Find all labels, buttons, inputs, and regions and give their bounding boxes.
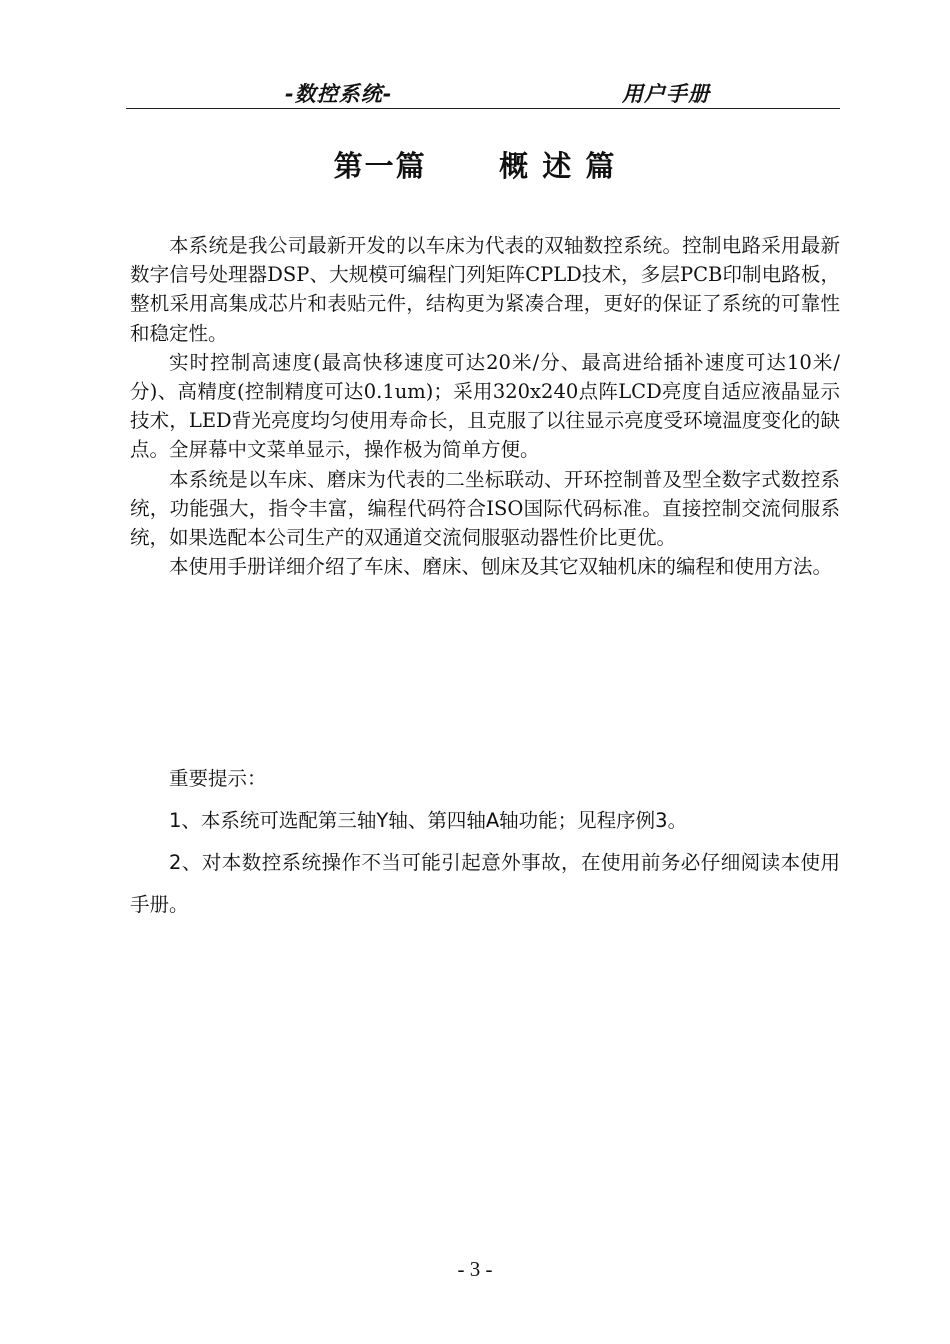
chapter-title: 第一篇 概 述 篇 bbox=[333, 149, 617, 183]
paragraph-3: 本系统是以车床、磨床为代表的二坐标联动、开环控制普及型全数字式数控系统，功能强大，指令丰富，编程代码符合ISO国际代码标准。直接控制交流伺服系统，如果选配本公司生产的双通道交流伺服驱动器性价比更优。 bbox=[130, 467, 840, 550]
paragraph-2: 实时控制高速度(最高快移速度可达20米/分、最高进给插补速度可达10米/分)、高精度(控制精度可达0.1um)；采用320x240点阵LCD亮度自适应液晶显示技术，LED背光亮度均匀使用寿命长，且克服了以往显示亮度受环境温度变化的缺点。全屏幕中文菜单显示，操作极为简单方便。 bbox=[130, 350, 840, 462]
paragraph-4: 本使用手册详细介绍了车床、磨床、刨床及其它双轴机床的编程和使用方法。 bbox=[169, 555, 833, 579]
paragraph-1: 本系统是我公司最新开发的以车床为代表的双轴数控系统。控制电路采用最新数字信号处理器DSP、大规模可编程门列矩阵CPLD技术，多层PCB印制电路板，整机采用高集成芯片和表贴元件，结构更为紧凑合理，更好的保证了系统的可靠性和稳定性。 bbox=[130, 234, 840, 345]
note-item-1: 1、本系统可选配第三轴Y轴、第四轴A轴功能；见程序例3。 bbox=[169, 809, 688, 832]
note-item-2: 2、对本数控系统操作不当可能引起意外事故，在使用前务必仔细阅读本使用手册。 bbox=[130, 851, 840, 916]
overview-body bbox=[130, 231, 840, 581]
header-divider bbox=[126, 108, 840, 109]
running-header-right: 用户手册 bbox=[622, 82, 710, 106]
important-notes bbox=[130, 758, 840, 926]
running-header-left: -数控系统- bbox=[285, 82, 393, 106]
page-number: - 3 - bbox=[457, 1257, 493, 1281]
notes-heading: 重要提示： bbox=[169, 767, 267, 790]
